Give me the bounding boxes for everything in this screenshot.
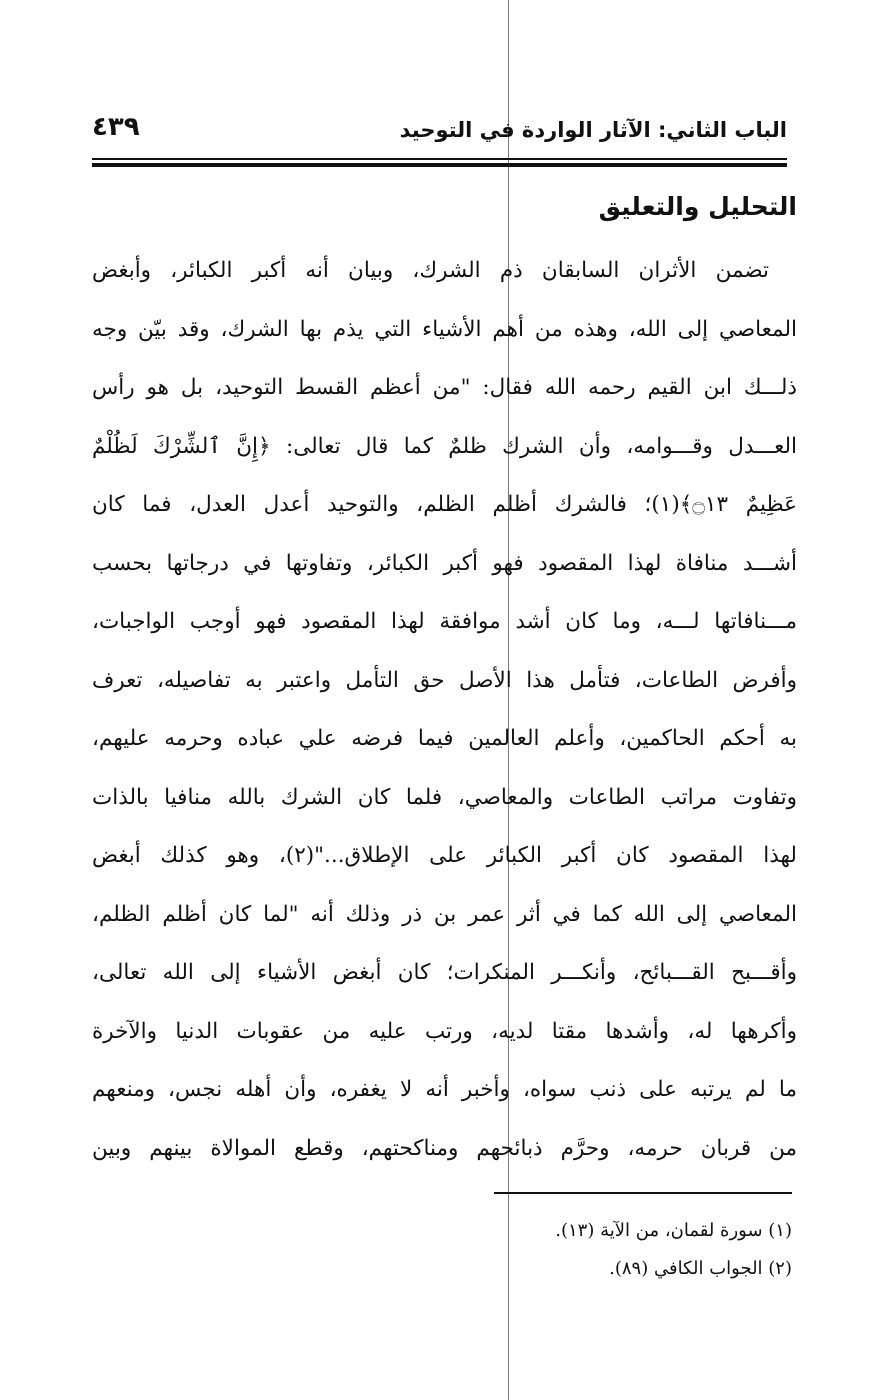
- body-line: مـــنافاتها لـــه، وما كان أشد موافقة لهذا المقصود فهو أوجب الواجبات،: [92, 609, 797, 634]
- running-title: الباب الثاني: الآثار الواردة في التوحيد: [399, 118, 787, 142]
- body-line: وأكرهها له، وأشدها مقتا لديه، ورتب عليه من عقوبات الدنيا والآخرة: [92, 1018, 797, 1044]
- header-rule-thick: [92, 163, 787, 167]
- page-header: [92, 112, 787, 152]
- body-line: لهذا المقصود كان أكبر الكبائر على الإطلاق..."(٢)، وهو كذلك أبغض: [92, 843, 797, 868]
- body-line: ذلـــك ابن القيم رحمه الله فقال: "من أعظم القسط التوحيد، بل هو رأس: [92, 375, 797, 400]
- page-number: ٤٣٩: [92, 112, 140, 142]
- body-line: المعاصي إلى الله كما في أثر عمر بن ذر وذلك أنه "لما كان أظلم الظلم،: [92, 901, 797, 927]
- body-line: عَظِيمٌ ۝١٣﴾(١)؛ فالشرك أظلم الظلم، والتوحيد أعدل العدل، فما كان: [92, 492, 797, 517]
- body-line: أشـــد منافاة لهذا المقصود فهو أكبر الكبائر، وتفاوتها في درجاتها بحسب: [92, 550, 797, 576]
- footnotes: [555, 1212, 792, 1288]
- footnote-1: (١) سورة لقمان، من الآية (١٣).: [555, 1220, 792, 1241]
- footnote-separator: [494, 1192, 792, 1194]
- body-line: من قربان حرمه، وحرَّم ذبائحهم ومناكحتهم، وقطع الموالاة بينهم وبين: [92, 1135, 797, 1161]
- footnote-2: (٢) الجواب الكافي (٨٩).: [609, 1258, 792, 1279]
- header-rule-thin: [92, 158, 787, 160]
- body-line: العـــدل وقـــوامه، وأن الشرك ظلمٌ كما قال تعالى: ﴿إِنَّ ٱلشِّرْكَ لَظُلْمٌ: [92, 433, 797, 459]
- body-line: وتفاوت مراتب الطاعات والمعاصي، فلما كان الشرك بالله منافيا بالذات: [92, 784, 797, 810]
- body-line: تضمن الأثران السابقان ذم الشرك، وبيان أنه أكبر الكبائر، وأبغض: [92, 258, 769, 283]
- body-text: [92, 246, 797, 1182]
- section-title: التحليل والتعليق: [598, 192, 797, 221]
- body-line: وأقـــبح القـــبائح، وأنكـــر المنكرات؛ كان أبغض الأشياء إلى الله تعالى،: [92, 960, 797, 985]
- body-line: وأفرض الطاعات، فتأمل هذا الأصل حق التأمل واعتبر به تفاصيله، تعرف: [92, 667, 797, 693]
- body-line: ما لم يرتبه على ذنب سواه، وأخبر أنه لا يغفره، وأن أهله نجس، ومنعهم: [92, 1077, 797, 1102]
- body-line: المعاصي إلى الله، وهذه من أهم الأشياء التي يذم بها الشرك، وقد بيّن وجه: [92, 316, 797, 342]
- body-line: به أحكم الحاكمين، وأعلم العالمين فيما فرضه علي عباده وحرمه عليهم،: [92, 726, 797, 751]
